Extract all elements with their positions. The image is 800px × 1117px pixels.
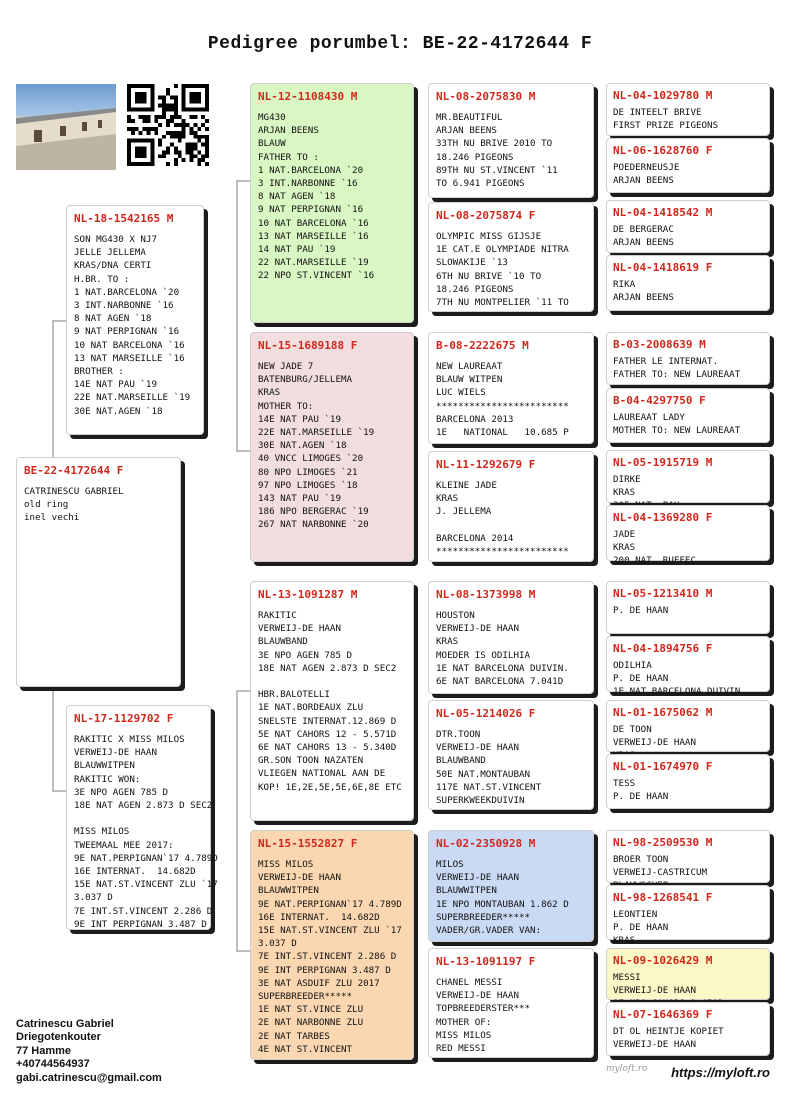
sds-info: NEW LAUREAAT BLAUW WITPEN LUC WIELS ************************ BARCELONA 2013 1E NATIONAL 10.685 P xyxy=(436,361,569,439)
ddds-info: MESSI VERWEIJ-DE HAAN xyxy=(613,972,696,997)
ssss-info: DE INTEELT BRIVE FIRST PRIZE PIGEONS xyxy=(613,107,719,132)
sire-card[interactable] xyxy=(66,205,204,435)
ddd-info: CHANEL MESSI VERWEIJ-DE HAAN TOPBREEDERSTER*** MOTHER OF: MISS MILOS RED MESSI xyxy=(436,977,531,1055)
ssd-info: OLYMPIC MISS GIJSJE 1E CAT.E OLYMPIADE NITRA SLOWAKIJE `13 6TH NU BRIVE `10 TO 18.246 PIGEONS 7TH NU MONTPELIER `11 TO xyxy=(436,231,569,309)
dsdd-info: TESS P. DE HAAN xyxy=(613,778,669,803)
dam-info: RAKITIC X MISS MILOS VERWEIJ-DE HAAN BLAUWWITPEN RAKITIC WON: 3E NPO AGEN 785 D 18E NAT AGEN 2.873 D SEC2 MISS MILOS TWEEMAAL MEE 2017: 9E NAT.PERPIGNAN`17 4.789D 16E INTERNAT. 14.682D 15E NAT.ST.VINCENT ZLU `17 3.037 D 7E INT.ST.VINCENT 2.286 D 9E INT PERPIGNAN 3.487 D xyxy=(74,734,218,930)
sdd-info: KLEINE JADE KRAS J. JELLEMA BARCELONA 2014 ************************ xyxy=(436,480,569,558)
ddds-ring-number: NL-09-1026429 M xyxy=(613,954,713,967)
sss-card[interactable] xyxy=(428,83,594,198)
ssss-ring-number: NL-04-1029780 M xyxy=(613,89,713,102)
dss-ring-number: NL-08-1373998 M xyxy=(436,588,536,601)
sds-card[interactable] xyxy=(428,332,594,444)
dds-ring-number: NL-02-2350928 M xyxy=(436,837,536,850)
sddd-card[interactable] xyxy=(606,505,770,567)
dss-card[interactable] xyxy=(428,581,594,694)
ssds-info: DE BERGERAC ARJAN BEENS xyxy=(613,224,674,249)
ddss-info: BROER TOON VERWEIJ-CASTRICUM xyxy=(613,854,708,879)
dam-card[interactable] xyxy=(66,705,218,930)
dam-sire-info: RAKITIC VERWEIJ-DE HAAN BLAUWBAND 3E NPO AGEN 785 D 18E NAT AGEN 2.873 D SEC2 HBR.BALOTELLI 1E NAT.BORDEAUX ZLU SNELSTE INTERNAT.12.869 D 5E NAT CAHORS 12 - 5.571D 6E NAT CAHORS 13 - 5.340D GR.SON TOON NAZATEN VLIEGEN NATIONAL AAN DE KOP! 1E,2E,5E,5E,6E,8E ETC xyxy=(258,610,402,793)
sire-ring-number: NL-18-1542165 M xyxy=(74,212,174,225)
sddd-info: JADE KRAS 200 NAT. RUFFEC xyxy=(613,529,696,567)
dam-sire-ring-number: NL-13-1091287 M xyxy=(258,588,358,601)
sddd-ring-number: NL-04-1369280 F xyxy=(613,511,713,524)
sdd-card[interactable] xyxy=(428,451,594,562)
owner-name: Catrinescu Gabriel xyxy=(16,1018,114,1030)
ddsd-info: LEONTIEN P. DE HAAN KRAS xyxy=(613,909,669,947)
sdss-card[interactable] xyxy=(606,332,770,385)
ssds-ring-number: NL-04-1418542 M xyxy=(613,206,713,219)
dddd-card[interactable] xyxy=(606,1002,770,1056)
dsss-ring-number: NL-05-1213410 M xyxy=(613,587,713,600)
ddsd-ring-number: NL-98-1268541 F xyxy=(613,891,713,904)
sdsd-info: LAUREAAT LADY MOTHER TO: NEW LAUREAAT xyxy=(613,412,741,437)
owner-street: Driegotenkouter xyxy=(16,1031,101,1044)
sdds-info: DIRKE KRAS xyxy=(613,474,641,499)
ddsd-card[interactable] xyxy=(606,885,770,947)
dam-dam-info: MISS MILOS VERWEIJ-DE HAAN BLAUWWITPEN 9E NAT.PERPIGNAN`17 4.789D 16E INTERNAT. 14.682D 15E NAT.ST.VINCENT ZLU `17 3.037 D 7E INT.ST.VINCENT 2.286 D 9E INT PERPIGNAN 3.487 D 3E NAT ASDUIF ZLU 2017 SUPERBREEDER***** 1E NAT ST.VINCE ZLU 2E NAT NARBONNE ZLU 2E NAT TARBES 4E NAT ST.VINCENT xyxy=(258,859,402,1055)
ssdd-card[interactable] xyxy=(606,255,770,311)
dsss-info: P. DE HAAN xyxy=(613,605,669,616)
sdss-ring-number: B-03-2008639 M xyxy=(613,338,706,351)
sire-dam-ring-number: NL-15-1689188 F xyxy=(258,339,358,352)
dssd-ring-number: NL-04-1894756 F xyxy=(613,642,713,655)
dssd-info: ODILHIA P. DE HAAN 1E NAT.BARCELONA DUIVIN xyxy=(613,660,741,698)
owner-phone[interactable]: +40744564937 xyxy=(16,1058,90,1071)
dsd-ring-number: NL-05-1214026 F xyxy=(436,707,536,720)
dddd-info: DT OL HEINTJE KOPIET VERWEIJ-DE HAAN xyxy=(613,1026,724,1051)
sssd-card[interactable] xyxy=(606,138,770,193)
dsds-info: DE TOON VERWEIJ-DE HAAN xyxy=(613,724,696,749)
dsd-card[interactable] xyxy=(428,700,594,810)
website-link[interactable]: https://myloft.ro xyxy=(671,1065,770,1080)
dam-dam-ring-number: NL-15-1552827 F xyxy=(258,837,358,850)
sire-info: SON MG430 X NJ7 JELLE JELLEMA KRAS/DNA CERTI H.BR. TO : 1 NAT.BARCELONA `20 3 INT.NARBONNE `16 8 NAT AGEN `18 9 NAT PERPIGNAN `16 10 NAT BARCELONA `16 13 NAT MARSEILLE `16 BROTHER : 14E NAT PAU `19 22E NAT.MARSEILLE `19 30E NAT.AGEN `18 xyxy=(74,234,191,417)
ddss-ring-number: NL-98-2509530 M xyxy=(613,836,713,849)
ddds-card[interactable] xyxy=(606,948,770,1000)
sdsd-card[interactable] xyxy=(606,388,770,443)
sire-sire-ring-number: NL-12-1108430 M xyxy=(258,90,358,103)
sdd-ring-number: NL-11-1292679 F xyxy=(436,458,536,471)
subject-ring-number: BE-22-4172644 F xyxy=(24,464,124,477)
dsss-card[interactable] xyxy=(606,581,770,634)
ddd-ring-number: NL-13-1091197 F xyxy=(436,955,536,968)
dsds-card[interactable] xyxy=(606,700,770,752)
sssd-ring-number: NL-06-1628760 F xyxy=(613,144,713,157)
dddd-ring-number: NL-07-1646369 F xyxy=(613,1008,713,1021)
loft-photo xyxy=(16,84,116,170)
sds-ring-number: B-08-2222675 M xyxy=(436,339,529,352)
dam-sire-card[interactable] xyxy=(250,581,414,821)
owner-city: 77 Hamme xyxy=(16,1044,72,1057)
owner-contact xyxy=(16,1018,162,1085)
signature-logo: myloft.ro xyxy=(606,1064,648,1074)
sss-info: MR.BEAUTIFUL ARJAN BEENS 33TH NU BRIVE 2010 TO 18.246 PIGEONS 89TH NU ST.VINCENT `11 TO 6.941 PIGEONS xyxy=(436,112,558,190)
sire-sire-info: MG430 ARJAN BEENS BLAUW FATHER TO : 1 NAT.BARCELONA `20 3 INT.NARBONNE `16 8 NAT AGEN `18 9 NAT PERPIGNAN `16 10 NAT BARCELONA `16 13 NAT MARSEILLE `16 14 NAT PAU `19 22 NAT.MARSEILLE `19 22 NPO ST.VINCENT `16 xyxy=(258,112,375,282)
dam-ring-number: NL-17-1129702 F xyxy=(74,712,174,725)
owner-email[interactable]: gabi.catrinescu@gmail.com xyxy=(16,1071,162,1084)
sire-dam-info: NEW JADE 7 BATENBURG/JELLEMA KRAS MOTHER TO: 14E NAT PAU `19 22E NAT.MARSEILLE `19 30E NAT.AGEN `18 40 VNCC LIMOGES `20 80 NPO LIMOGES `21 97 NPO LIMOGES `18 143 NAT PAU `19 186 NPO BERGERAC `19 267 NAT NARBONNE `20 xyxy=(258,361,375,531)
sire-sire-card[interactable] xyxy=(250,83,414,323)
page-title: Pedigree porumbel: BE-22-4172644 F xyxy=(207,34,593,54)
sdss-info: FATHER LE INTERNAT. FATHER TO: NEW LAUREAAT xyxy=(613,356,741,381)
ssss-card[interactable] xyxy=(606,83,770,136)
dds-card[interactable] xyxy=(428,830,594,942)
dds-info: MILOS VERWEIJ-DE HAAN BLAUWWITPEN 1E NPO MONTAUBAN 1.862 D SUPERBREEDER***** VADER/GR.VADER VAN: xyxy=(436,859,569,937)
dsdd-card[interactable] xyxy=(606,754,770,809)
ddss-card[interactable] xyxy=(606,830,770,883)
ssd-card[interactable] xyxy=(428,202,594,312)
dam-dam-card[interactable] xyxy=(250,830,414,1060)
ssdd-ring-number: NL-04-1418619 F xyxy=(613,261,713,274)
qr-code-icon xyxy=(127,84,209,166)
ddd-card[interactable] xyxy=(428,948,594,1058)
subject-pigeon-card[interactable] xyxy=(16,457,181,687)
dss-info: HOUSTON VERWEIJ-DE HAAN KRAS MOEDER IS ODILHIA 1E NAT BARCELONA DUIVIN. 6E NAT BARCELONA 7.041D xyxy=(436,610,569,688)
sdds-card[interactable] xyxy=(606,450,770,503)
dsd-info: DTR.TOON VERWEIJ-DE HAAN BLAUWBAND 50E NAT.MONTAUBAN 117E NAT.ST.VINCENT SUPERKWEEKDUIVIN xyxy=(436,729,542,807)
dssd-card[interactable] xyxy=(606,636,770,698)
subject-info: CATRINESCU GABRIEL old ring inel vechi xyxy=(24,486,124,524)
sdsd-ring-number: B-04-4297750 F xyxy=(613,394,706,407)
sss-ring-number: NL-08-2075830 M xyxy=(436,90,536,103)
sire-dam-card[interactable] xyxy=(250,332,414,562)
dsds-ring-number: NL-01-1675062 M xyxy=(613,706,713,719)
ssds-card[interactable] xyxy=(606,200,770,253)
sssd-info: POEDERNEUSJE ARJAN BEENS xyxy=(613,162,680,187)
ssdd-info: RIKA ARJAN BEENS xyxy=(613,279,674,304)
ssd-ring-number: NL-08-2075874 F xyxy=(436,209,536,222)
dsdd-ring-number: NL-01-1674970 F xyxy=(613,760,713,773)
sdds-ring-number: NL-05-1915719 M xyxy=(613,456,713,469)
